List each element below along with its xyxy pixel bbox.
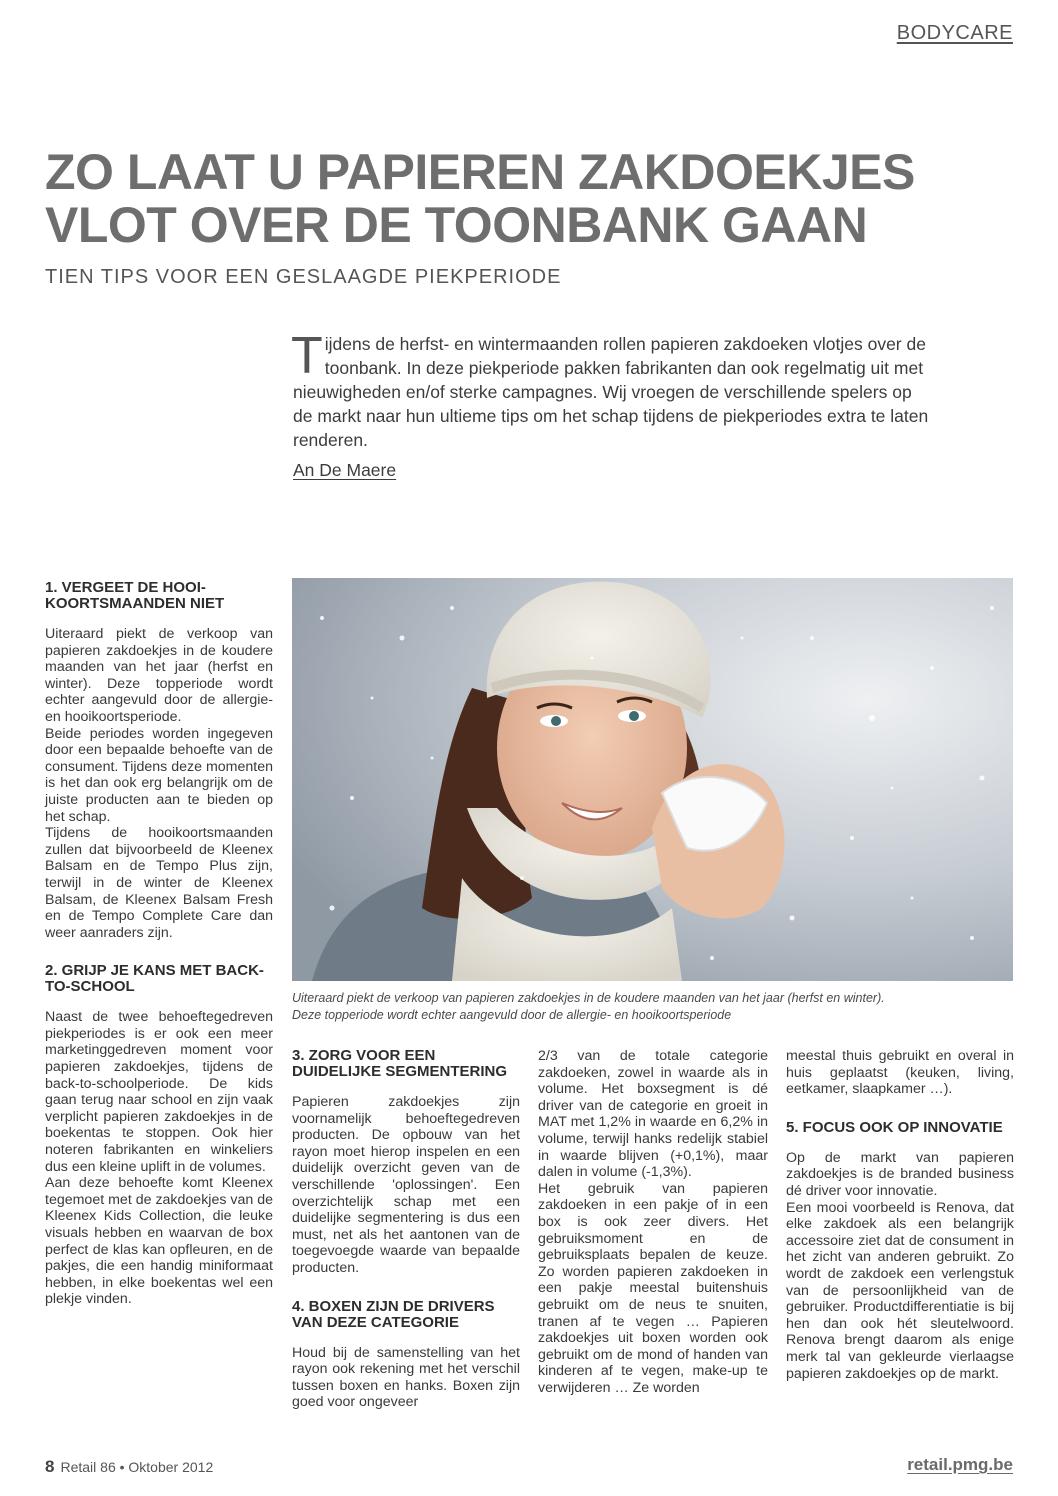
page-footer-info xyxy=(45,1457,213,1477)
issue-info: Retail 86 • Oktober 2012 xyxy=(60,1459,214,1475)
section-4-paragraph: Het gebruik van papieren zakdoeken in een pakje of in een box is ook zeer divers. Het gebruiksmoment en de gebruiksplaats bepalen de keuze. Zo worden papieren zakdoeken in een pakje meestal buitenshuis gebruikt om de neus te snuiten, tranen af te vegen … Papieren zakdoekjes uit boxen worden ook gebruikt om de mond of handen van kinderen af te vegen, make-up te verwijderen … Ze worden xyxy=(538,1180,768,1396)
section-2-paragraph: Naast de twee behoeftegedreven piekperiodes is er ook een meer marketinggedreven moment voor papieren zakdoekjes, tijdens de back-to-schoolperiode. De kids gaan terug naar school en zijn vaak verplicht papieren zakdoekjes in de boekentas te stoppen. Ook hier noteren fabrikanten en winkeliers dus een kleine uplift in de volumes. xyxy=(45,1009,273,1175)
section-3-heading: 3. ZORG VOOR EEN DUIDELIJKE SEGMENTERING xyxy=(292,1047,508,1080)
section-5-paragraph: Een mooi voorbeeld is Renova, dat elke zakdoek als een belangrijk accessoire ziet dat de consument in het zicht van anderen gebruikt. Zo wordt de zakdoek een verlengstuk van de persoonlijkheid van de gebruiker. Productdifferentiatie is bij hen dan ook hét sleutelwoord. Renova brengt daarom als enige merk tal van gekleurde vierlaagse papieren zakdoekjes op de markt. xyxy=(786,1199,1014,1382)
section-2-heading: 2. GRIJP JE KANS MET BACK-TO-SCHOOL xyxy=(45,962,264,996)
section-4-paragraph: meestal thuis gebruikt en overal in huis geplaatst (keuken, living, eetkamer, slaapkamer …). xyxy=(786,1048,1014,1098)
section-4-heading: 4. BOXEN ZIJN DE DRIVERS VAN DEZE CATEGORIE xyxy=(292,1297,495,1331)
section-5-paragraph: Op de markt van papieren zakdoekjes is de branded business dé driver voor innovatie. xyxy=(786,1149,1014,1199)
intro-text: ijdens de herfst- en wintermaanden rollen papieren zakdoeken vlotjes over de toonbank. In deze piekperiode pakken fabrikanten dan ook regelmatig uit met nieuwigheden en/of sterke campagnes. Wij vroegen de verschillende spelers op de markt naar hun ultieme tips om het schap tijdens de piekperiodes extra te laten renderen. xyxy=(293,334,929,450)
woman-with-tissue-image xyxy=(292,578,1013,981)
section-1-heading: 1. VERGEET DE HOOI-KOORTSMAANDEN NIET xyxy=(45,579,225,612)
headline-line-1: ZO LAAT U PAPIEREN ZAKDOEKJES xyxy=(45,144,915,200)
section-3-paragraph: Papieren zakdoekjes zijn voornamelijk behoeftegedreven producten. De opbouw van het rayon moet hierop inspelen en een duidelijk overzicht geven van de verschillende 'oplossingen'. Een overzichtelijk schap met een duidelijke segmentering is dus een must, net als het aantonen van de toegevoegde waarde van bepaalde producten. xyxy=(292,1094,520,1276)
section-1-paragraph: Tijdens de hooikoortsmaanden zullen dat bijvoorbeeld de Kleenex Balsam en de Tempo Plus zijn, terwijl in de winter de Kleenex Balsam, de Kleenex Balsam Fresh en de Tempo Complete Care dan weer aanraders zijn. xyxy=(45,825,273,941)
website-link[interactable]: retail.pmg.be xyxy=(907,1455,1013,1474)
photo-caption xyxy=(292,990,1013,1024)
column-3 xyxy=(538,1048,768,1396)
caption-line-2: Deze topperiode wordt echter aangevuld door de allergie- en hooikoortsperiode xyxy=(292,1008,732,1022)
article-headline xyxy=(45,146,945,252)
column-1 xyxy=(45,580,273,1308)
author-byline[interactable]: An De Maere xyxy=(293,460,397,480)
column-4 xyxy=(786,1048,1014,1382)
article-intro xyxy=(291,327,933,452)
section-5-heading: 5. FOCUS OOK OP INNOVATIE xyxy=(786,1118,1003,1136)
article-photo xyxy=(292,578,1013,981)
headline-line-2: VLOT OVER DE TOONBANK GAAN xyxy=(45,197,868,253)
section-1-paragraph: Beide periodes worden ingegeven door een bepaalde behoefte van de consument. Tijdens deze momenten is het dan ook erg belangrijk om de juiste producten aan te bieden op het schap. xyxy=(45,725,273,825)
section-4-paragraph: 2/3 van de totale categorie zakdoeken, zowel in waarde als in volume. Het boxsegment is dé driver van de categorie en groeit in MAT met 1,2% in waarde en 6,2% in volume, terwijl hanks redelijk stabiel in waarde blijven (+0,1%), maar dalen in volume (-1,3%). xyxy=(538,1048,768,1181)
section-1-paragraph: Uiteraard piekt de verkoop van papieren zakdoekjes in de koudere maanden van het jaar (herfst en winter). Deze topperiode wordt echter aangevuld door de allergie- en hooikoortsperiode. xyxy=(45,626,273,725)
section-4-paragraph: Houd bij de samenstelling van het rayon ook rekening met het verschil tussen boxen en hanks. Boxen zijn goed voor ongeveer xyxy=(292,1344,520,1411)
section-2-paragraph: Aan deze behoefte komt Kleenex tegemoet met de zakdoekjes van de Kleenex Kids Collection, die leuke visuals hebben en waarvan de box perfect de klas kan opfleuren, en de pakjes, die een handig miniformaat hebben, in elke boekentas wel een plekje vinden. xyxy=(45,1175,273,1308)
section-tag[interactable]: BODYCARE xyxy=(896,22,1013,44)
page-number: 8 xyxy=(45,1457,55,1476)
column-2 xyxy=(292,1048,520,1411)
intro-dropcap: T xyxy=(291,327,323,385)
article-subtitle: TIEN TIPS VOOR EEN GESLAAGDE PIEKPERIODE xyxy=(45,266,562,288)
caption-line-1: Uiteraard piekt de verkoop van papieren zakdoekjes in de koudere maanden van het jaar (herfst en winter). xyxy=(292,991,885,1005)
